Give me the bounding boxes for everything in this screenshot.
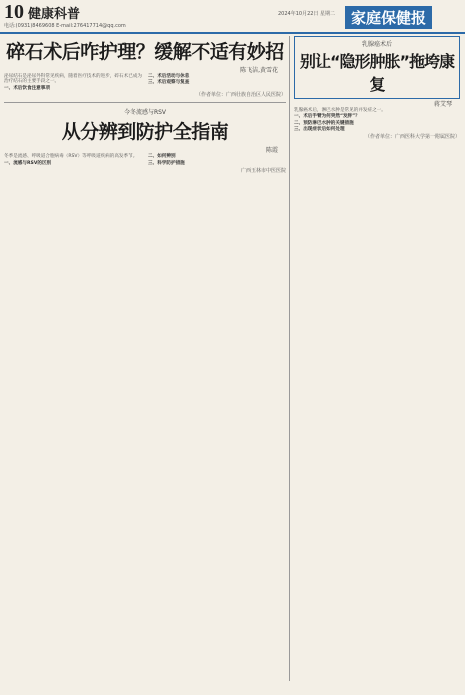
subheading: 一、流感与RSV的区别 xyxy=(4,160,52,166)
issue-date: 2024年10月22日 星期二 xyxy=(278,11,336,17)
left-column xyxy=(4,36,286,174)
right-column xyxy=(294,36,460,140)
article-source: （作者单位：广西壮族自治区人民医院） xyxy=(195,92,286,99)
subheading: 三、出现症状后如何处理 xyxy=(294,127,345,133)
paragraph: 乳腺癌术后，淋巴水肿是常见的并发症之一。 xyxy=(294,108,386,113)
article-kicker: 乳腺癌术后 xyxy=(361,41,392,48)
article-source: 广西玉林市中医医院 xyxy=(240,167,286,174)
headline-box xyxy=(294,36,460,99)
subheading: 二、术后活动与休息 xyxy=(148,74,190,79)
article-headline: 碎石术后咋护理？缓解不适有妙招 xyxy=(6,41,284,63)
paragraph: 冬季是流感、呼吸道合胞病毒（RSV）等呼吸道疾病的高发季节。 xyxy=(4,154,138,160)
subheading: 一、术后饮食注意事项 xyxy=(4,85,50,91)
section-title: 健康科普 xyxy=(28,7,81,22)
subheading: 三、术后观察与复查 xyxy=(148,80,190,86)
article-headline: 从分辨到防护全指南 xyxy=(61,121,229,144)
article-lithotripsy xyxy=(4,37,286,98)
article-headline: 别让“隐形肿胀”拖垮康复 xyxy=(299,52,455,94)
subheading: 一、术后手臂为何突然“发胖”？ xyxy=(294,114,360,120)
column-divider xyxy=(289,36,290,681)
subheading: 二、如何辨别 xyxy=(148,154,176,160)
subheading: 二、预防淋巴水肿的关键措施 xyxy=(294,120,354,126)
article-byline: 蒋艾琴 xyxy=(433,101,452,108)
article-source: （作者单位：广西医科大学第一附属医院） xyxy=(364,133,460,140)
article-flu-rsv xyxy=(4,107,286,173)
masthead: 家庭保健报 xyxy=(345,6,432,29)
paragraph: 泌尿结石是泌尿外科常见疾病，随着医疗技术的进步，碎石术已成为治疗结石的主要手段之一。 xyxy=(4,74,142,85)
article-breast-cancer xyxy=(294,36,460,140)
subheading: 三、科学防护措施 xyxy=(148,160,185,166)
article-byline: 陈飞洁,黄雪花 xyxy=(240,67,278,74)
article-body xyxy=(294,108,460,133)
section-divider xyxy=(4,102,286,103)
contact-info: 电话:(0931)8469608 E-mail:276417714@qq.com xyxy=(4,23,126,29)
article-body xyxy=(4,74,286,91)
article-byline: 陈霞 xyxy=(265,147,278,155)
article-kicker: 今冬流感与RSV xyxy=(123,109,167,117)
page-header xyxy=(0,0,465,34)
page-number: 10 xyxy=(4,1,24,23)
article-body xyxy=(4,154,286,166)
